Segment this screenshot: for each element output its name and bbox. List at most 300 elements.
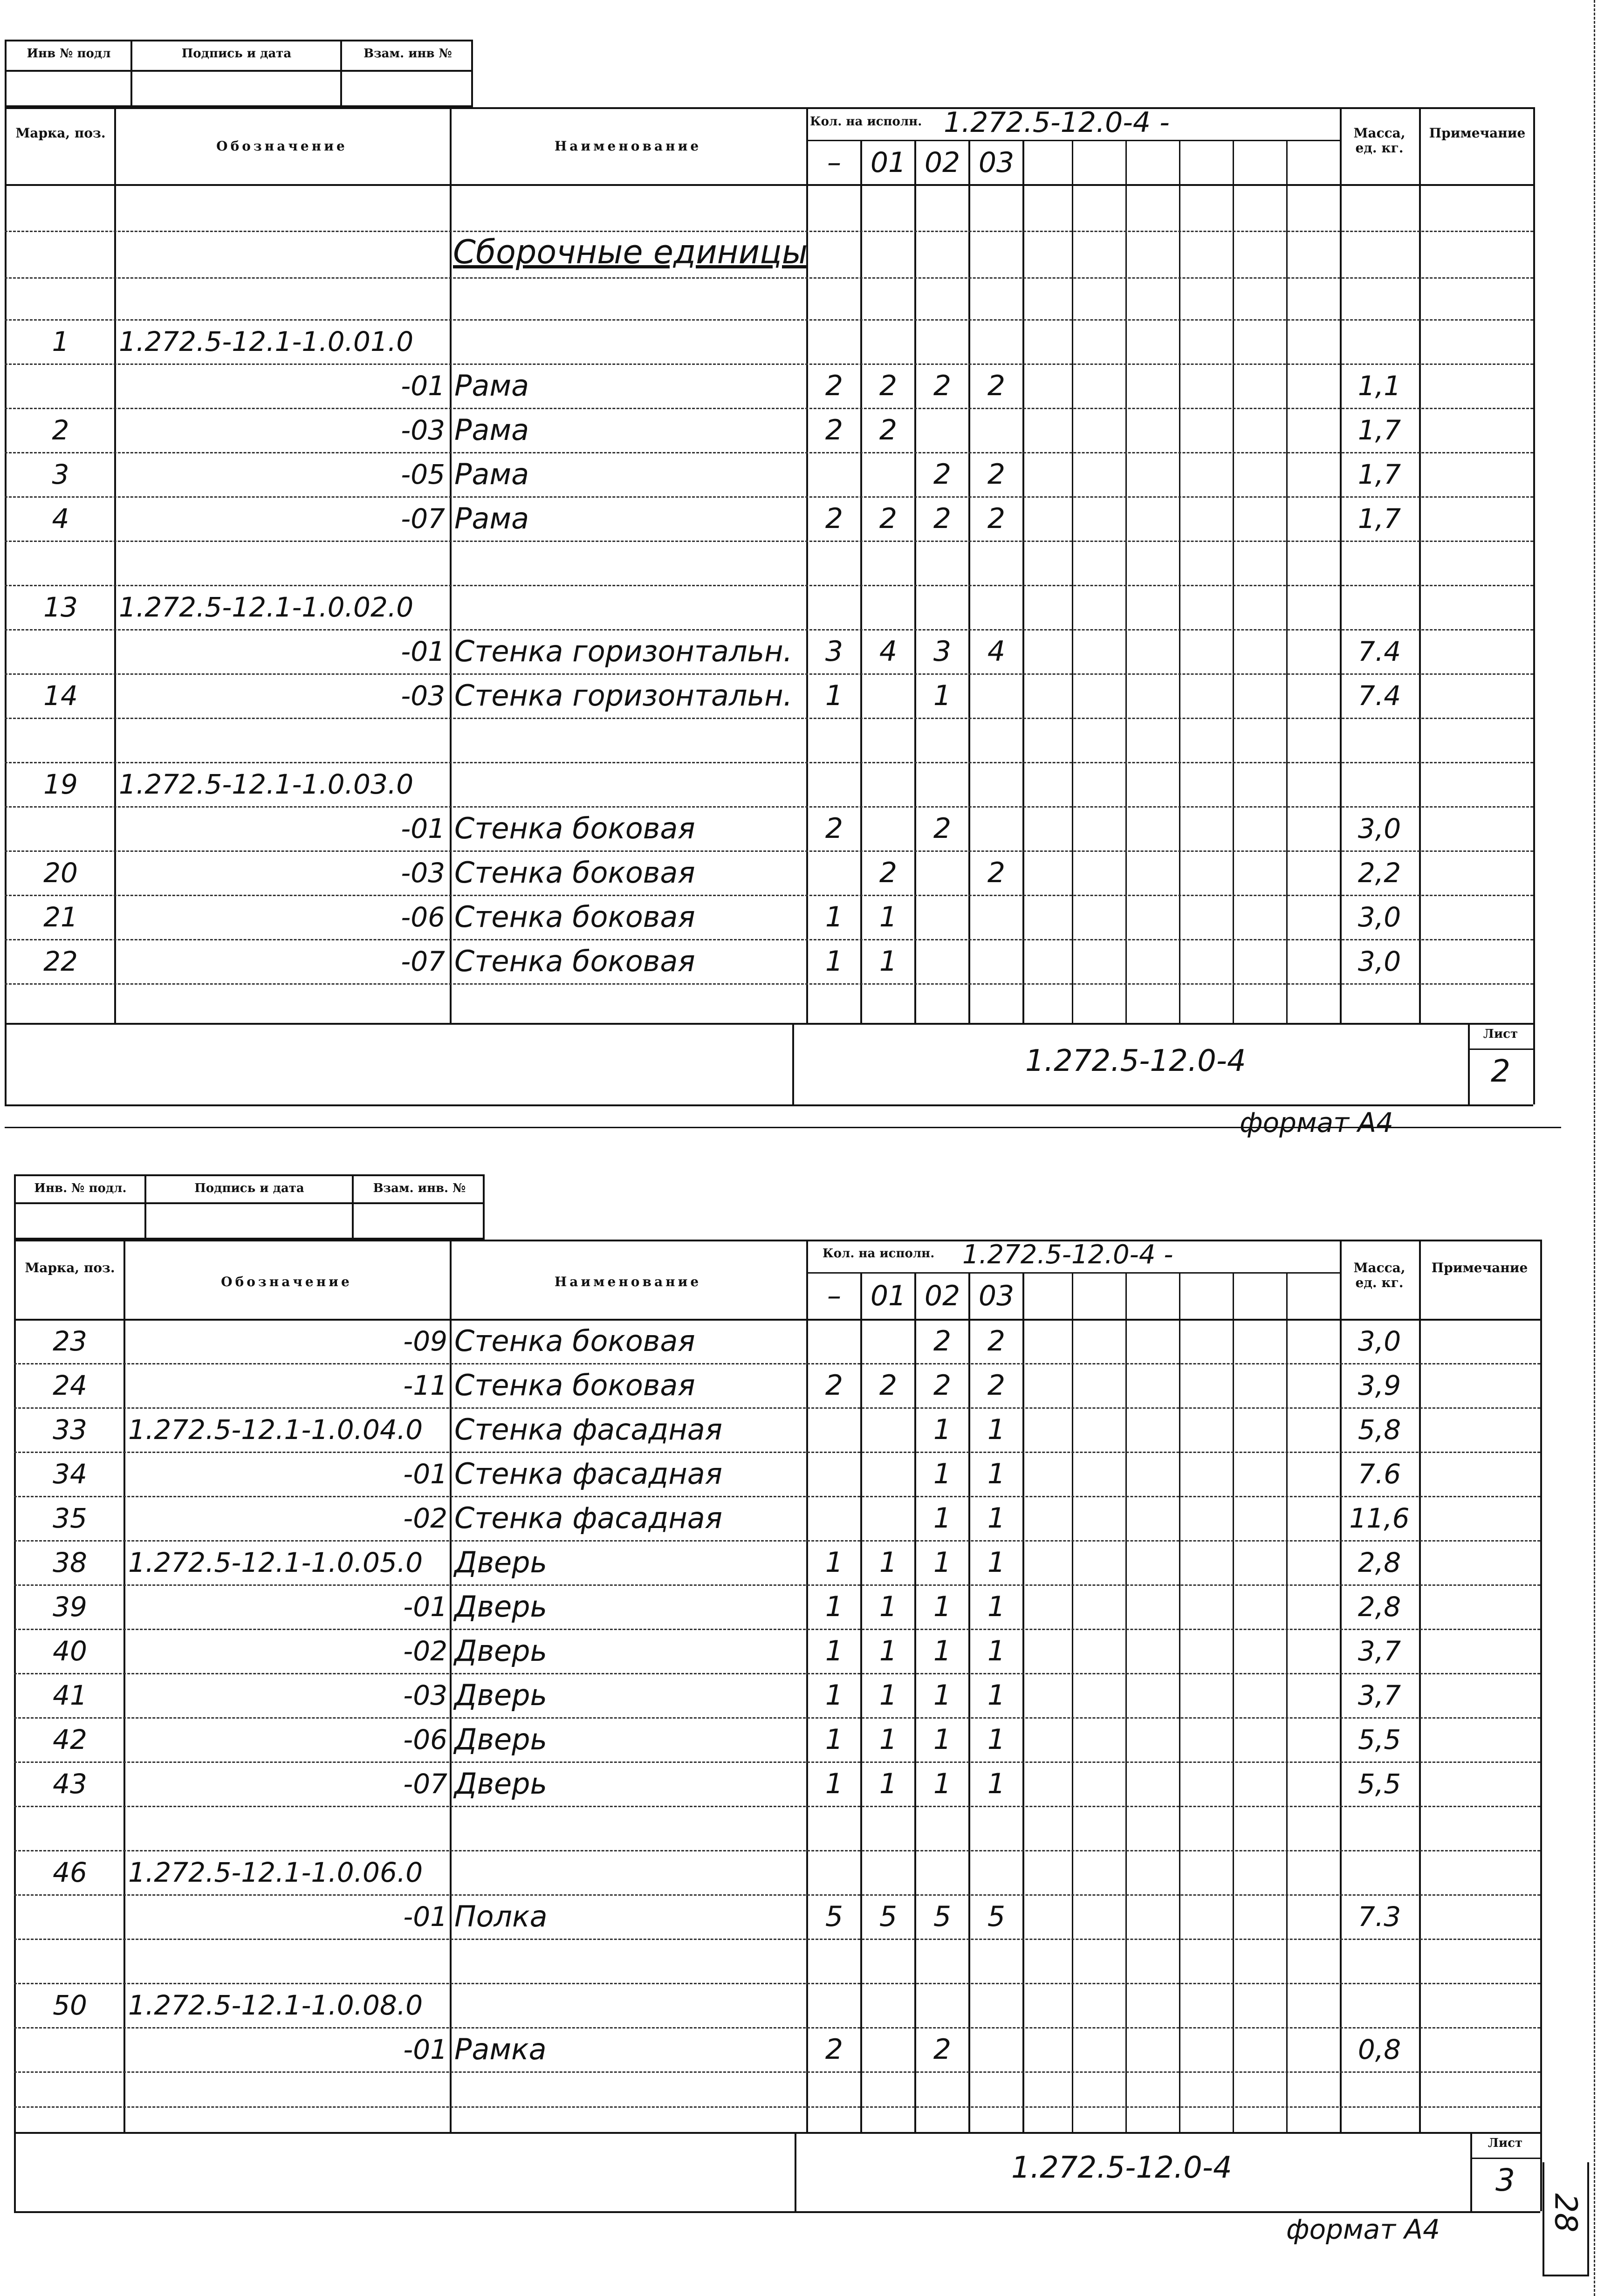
row-mark: 23 (53, 1325, 87, 1357)
row-qty (808, 542, 860, 583)
header-designation: Обозначение (221, 1274, 352, 1289)
row-qty: 1 (879, 1634, 898, 1667)
qty-col-header: 01 (870, 146, 906, 179)
format-label: формат А4 (1240, 1107, 1393, 1138)
header-note: Примечание (1431, 1260, 1528, 1275)
row-designation: -09 (403, 1325, 447, 1357)
row-qty: 1 (879, 945, 898, 978)
row-qty: 2 (987, 369, 1006, 402)
row-qty: 1 (987, 1546, 1006, 1579)
row-name: Стенка боковая (454, 900, 695, 934)
row-designation: -11 (403, 1369, 447, 1401)
row-mass: 3,0 (1357, 1325, 1401, 1357)
row-mark: 39 (53, 1590, 87, 1623)
row-qty: 1 (987, 1457, 1006, 1490)
row-name: Стенка боковая (454, 1324, 695, 1358)
row-qty (862, 2118, 914, 2158)
row-qty (970, 587, 1022, 627)
row-qty (970, 2073, 1022, 2114)
row-qty: 1 (987, 1723, 1006, 1756)
row-qty (916, 587, 968, 627)
row-mass: 3,7 (1357, 1679, 1401, 1711)
row-name: Рама (454, 369, 529, 403)
row-name: Стенка боковая (454, 856, 695, 890)
row-qty (862, 1808, 914, 1848)
row-designation: -03 (403, 1679, 447, 1711)
doc-code: 1.272.5-12.0-4 (1011, 2151, 1232, 2185)
row-mark: 43 (53, 1768, 87, 1800)
row-mark: 14 (43, 679, 78, 712)
row-mark: 35 (53, 1502, 87, 1534)
row-mass (1342, 321, 1417, 362)
row-qty: 5 (825, 1900, 843, 1933)
row-name: Стенка боковая (454, 811, 695, 845)
row-mass (1342, 764, 1417, 804)
stamp-replace-label: Взам. инв № (363, 47, 452, 61)
row-designation: -01 (401, 635, 445, 667)
row-mass: 1,7 (1357, 458, 1401, 490)
stamp-sign-label: Подпись и дата (181, 47, 292, 61)
row-qty (862, 675, 914, 716)
row-mass: 3,7 (1357, 1635, 1401, 1667)
row-name (454, 1940, 804, 1981)
row-qty: 1 (933, 1546, 952, 1579)
row-qty (808, 321, 860, 362)
row-qty (916, 1808, 968, 1848)
row-qty: 1 (933, 1634, 952, 1667)
row-mass (1342, 1852, 1417, 1892)
row-qty (916, 764, 968, 804)
row-qty: 1 (825, 1590, 843, 1623)
row-qty: 2 (879, 856, 898, 889)
row-qty: 2 (987, 856, 1006, 889)
row-mark: 19 (43, 768, 78, 800)
row-mark: 34 (53, 1458, 87, 1490)
row-mass: 2,8 (1357, 1546, 1401, 1578)
row-mark: 33 (53, 1413, 87, 1446)
row-qty (916, 410, 968, 450)
row-qty (808, 2073, 860, 2114)
row-qty: 2 (933, 2033, 952, 2066)
row-qty: 4 (879, 635, 898, 668)
row-qty (970, 897, 1022, 937)
row-qty (970, 675, 1022, 716)
row-mark: 20 (43, 857, 78, 889)
row-qty (970, 2029, 1022, 2070)
row-qty: 1 (933, 1413, 952, 1446)
row-qty: 2 (879, 413, 898, 446)
row-name: Рамка (454, 2032, 547, 2066)
row-qty (970, 410, 1022, 450)
row-qty (916, 941, 968, 981)
row-mark (19, 2029, 121, 2070)
row-mark: 38 (53, 1546, 87, 1578)
row-designation: -01 (403, 2033, 447, 2065)
row-mark (9, 720, 112, 760)
row-designation: -01 (403, 1900, 447, 1933)
row-designation (119, 542, 445, 583)
row-name: Дверь (454, 1767, 548, 1801)
row-qty: 2 (825, 369, 843, 402)
format-label: формат А4 (1286, 2214, 1440, 2245)
row-qty: 5 (933, 1900, 952, 1933)
row-mass: 7.6 (1357, 1458, 1401, 1490)
row-mass: 5,5 (1357, 1723, 1401, 1755)
row-qty (808, 2118, 860, 2158)
row-name: Стенка боковая (454, 944, 695, 978)
row-mark: 46 (53, 1856, 87, 1888)
row-qty: 1 (987, 1679, 1006, 1712)
row-mass (1342, 1808, 1417, 1848)
row-name: Дверь (454, 1545, 548, 1579)
row-qty: 2 (987, 502, 1006, 535)
row-qty: 1 (879, 1546, 898, 1579)
row-qty (808, 454, 860, 494)
row-qty: 1 (879, 1767, 898, 1800)
row-qty (970, 720, 1022, 760)
scan-edge (1594, 0, 1595, 2296)
row-mark (19, 1940, 121, 1981)
qty-col-header: 03 (978, 146, 1015, 179)
sheet-3 (0, 1165, 1618, 2296)
row-qty: 1 (933, 1723, 952, 1756)
row-designation (128, 2073, 447, 2114)
row-qty: 2 (987, 1324, 1006, 1357)
row-name: Стенка горизонтальн. (454, 679, 793, 713)
row-designation: -05 (401, 458, 445, 490)
row-qty (970, 542, 1022, 583)
row-designation: -07 (403, 1768, 447, 1800)
row-qty (916, 1985, 968, 2025)
row-designation: 1.272.5-12.1-1.0.01.0 (119, 325, 414, 357)
row-qty (970, 1852, 1022, 1892)
row-name (454, 2118, 804, 2158)
row-name: Стенка горизонтальн. (454, 634, 793, 668)
header-mark: Марка, поз. (25, 1260, 115, 1275)
row-qty: 1 (933, 1679, 952, 1712)
header-qty-caption: Кол. на исполн. (823, 1247, 935, 1261)
row-designation (119, 720, 445, 760)
row-qty: 2 (825, 2033, 843, 2066)
row-qty: 1 (933, 1767, 952, 1800)
row-name (454, 1985, 804, 2025)
row-designation: -03 (401, 679, 445, 712)
stamp-inv-label: Инв № подл (27, 47, 111, 61)
row-qty (862, 587, 914, 627)
row-name: Стенка фасадная (454, 1412, 723, 1446)
sheet-label: Лист (1483, 1027, 1518, 1041)
row-qty: 1 (987, 1413, 1006, 1446)
sheet-number: 2 (1491, 1053, 1510, 1089)
row-designation: -02 (403, 1502, 447, 1534)
row-designation: -01 (403, 1590, 447, 1623)
row-qty: 1 (987, 1590, 1006, 1623)
row-name (454, 2073, 804, 2114)
row-mark: 42 (53, 1723, 87, 1755)
row-qty: 2 (825, 413, 843, 446)
row-designation: -07 (401, 502, 445, 535)
row-qty (862, 542, 914, 583)
qty-col-header: 03 (978, 1280, 1015, 1312)
row-qty (916, 720, 968, 760)
row-qty: 3 (933, 635, 952, 668)
row-qty (862, 808, 914, 849)
row-mass: 1,7 (1357, 414, 1401, 446)
row-qty: 1 (825, 679, 843, 712)
row-mass: 2,2 (1357, 857, 1401, 889)
row-mark (9, 631, 112, 672)
row-name: Рама (454, 457, 529, 491)
header-note: Примечание (1429, 125, 1526, 141)
row-name (454, 1852, 804, 1892)
row-qty: 1 (879, 1590, 898, 1623)
row-qty (862, 764, 914, 804)
row-qty: 1 (825, 945, 843, 978)
row-qty: 1 (825, 900, 843, 933)
row-qty: 2 (933, 458, 952, 491)
row-designation: -03 (401, 414, 445, 446)
row-mass (1342, 720, 1417, 760)
row-mark (9, 365, 112, 406)
row-mass: 3,0 (1357, 812, 1401, 844)
row-mass: 7.4 (1357, 635, 1401, 667)
row-mark: 50 (53, 1989, 87, 2021)
row-qty: 2 (879, 502, 898, 535)
row-designation: -01 (401, 370, 445, 402)
row-name (454, 720, 804, 760)
row-name: Стенка боковая (454, 1368, 695, 1402)
row-name: Дверь (454, 1678, 548, 1712)
row-designation (128, 2118, 447, 2158)
spec-table-body (0, 1165, 1618, 2296)
qty-col-header: 02 (924, 146, 960, 179)
row-qty: 2 (933, 1324, 952, 1357)
row-qty: 2 (879, 1369, 898, 1402)
row-qty: 1 (987, 1501, 1006, 1535)
row-qty (970, 1985, 1022, 2025)
section-title: Сборочные единицы (453, 233, 808, 271)
row-designation: 1.272.5-12.1-1.0.02.0 (119, 591, 414, 623)
row-designation: -01 (401, 812, 445, 844)
row-designation: 1.272.5-12.1-1.0.03.0 (119, 768, 414, 800)
row-name (454, 1808, 804, 1848)
row-qty (862, 1498, 914, 1538)
row-qty: 1 (825, 1723, 843, 1756)
row-qty (808, 1409, 860, 1450)
row-qty (862, 2029, 914, 2070)
row-mark: 1 (52, 325, 69, 357)
row-qty (808, 1808, 860, 1848)
row-mark (19, 1808, 121, 1848)
qty-col-header: 02 (924, 1280, 960, 1312)
row-mark (19, 1896, 121, 1937)
row-designation: 1.272.5-12.1-1.0.05.0 (128, 1546, 423, 1578)
row-qty: 3 (825, 635, 843, 668)
row-qty: 2 (933, 812, 952, 845)
row-mark: 21 (43, 901, 78, 933)
row-qty (808, 764, 860, 804)
row-mass: 5,5 (1357, 1768, 1401, 1800)
row-qty (970, 941, 1022, 981)
row-qty (916, 1852, 968, 1892)
row-qty (916, 542, 968, 583)
row-name: Рама (454, 413, 529, 447)
row-designation: 1.272.5-12.1-1.0.04.0 (128, 1413, 423, 1446)
row-name: Полка (454, 1899, 548, 1933)
row-mass: 3,9 (1357, 1369, 1401, 1401)
row-qty (862, 1409, 914, 1450)
row-qty: 1 (879, 1723, 898, 1756)
row-qty: 1 (879, 900, 898, 933)
row-qty (970, 1940, 1022, 1981)
row-mass (1342, 2073, 1417, 2114)
row-mark: 13 (43, 591, 78, 623)
row-name (454, 587, 804, 627)
row-designation: 1.272.5-12.1-1.0.06.0 (128, 1856, 423, 1888)
row-qty (916, 2118, 968, 2158)
row-mass: 0,8 (1357, 2033, 1401, 2065)
row-mark: 41 (53, 1679, 87, 1711)
qty-col-header: – (827, 146, 841, 179)
row-qty (808, 1453, 860, 1494)
row-mark: 40 (53, 1635, 87, 1667)
sheet-label: Лист (1488, 2136, 1523, 2150)
row-name: Стенка фасадная (454, 1457, 723, 1491)
row-qty: 2 (825, 1369, 843, 1402)
doc-code: 1.272.5-12.0-4 (1025, 1044, 1246, 1078)
row-qty (916, 852, 968, 893)
header-qty-code: 1.272.5-12.0-4 - (944, 106, 1170, 139)
row-mass: 7.4 (1357, 679, 1401, 712)
row-qty: 2 (825, 502, 843, 535)
row-mass (1342, 587, 1417, 627)
row-mark (19, 2073, 121, 2114)
row-qty (970, 1808, 1022, 1848)
header-qty-caption: Кол. на исполн. (810, 115, 922, 129)
row-qty: 4 (987, 635, 1006, 668)
row-mass: 1,7 (1357, 502, 1401, 535)
row-name (454, 321, 804, 362)
row-qty: 2 (987, 1369, 1006, 1402)
row-qty: 1 (933, 1457, 952, 1490)
row-qty (808, 852, 860, 893)
row-qty (916, 321, 968, 362)
row-designation: 1.272.5-12.1-1.0.08.0 (128, 1989, 423, 2021)
row-qty: 1 (825, 1546, 843, 1579)
row-qty (808, 587, 860, 627)
row-mark: 2 (52, 414, 69, 446)
row-mass: 7.3 (1357, 1900, 1401, 1933)
row-designation: -06 (403, 1723, 447, 1755)
row-qty (862, 321, 914, 362)
row-qty (862, 1453, 914, 1494)
row-mass: 1,1 (1357, 370, 1401, 402)
row-mark: 3 (52, 458, 69, 490)
row-name: Дверь (454, 1590, 548, 1624)
stamp-inv-label: Инв. № подл. (34, 1181, 127, 1195)
row-designation: -03 (401, 857, 445, 889)
qty-col-header: – (827, 1280, 841, 1312)
row-qty (916, 897, 968, 937)
row-qty (862, 454, 914, 494)
row-qty (808, 1321, 860, 1361)
header-mark: Марка, поз. (15, 125, 106, 141)
row-qty: 1 (825, 1679, 843, 1712)
row-designation: -06 (401, 901, 445, 933)
row-qty: 2 (933, 1369, 952, 1402)
header-name: Наименование (554, 1274, 702, 1289)
row-name: Рама (454, 501, 529, 535)
row-qty: 2 (987, 458, 1006, 491)
sheet-2 (0, 0, 1618, 1146)
row-mass: 3,0 (1357, 945, 1401, 977)
header-mass: Масса, ед. кг. (1353, 1260, 1405, 1291)
row-qty (970, 808, 1022, 849)
row-designation (128, 1808, 447, 1848)
row-qty: 5 (987, 1900, 1006, 1933)
row-mark: 4 (52, 502, 69, 535)
row-qty: 1 (987, 1767, 1006, 1800)
row-qty (808, 1940, 860, 1981)
header-qty-code: 1.272.5-12.0-4 - (962, 1240, 1173, 1270)
row-qty: 1 (987, 1634, 1006, 1667)
row-mark (19, 2118, 121, 2158)
row-name (454, 764, 804, 804)
stamp-replace-label: Взам. инв. № (373, 1181, 466, 1195)
spec-table-body (0, 0, 1618, 1146)
row-mass: 3,0 (1357, 901, 1401, 933)
row-mark: 22 (43, 945, 78, 977)
row-mass: 2,8 (1357, 1590, 1401, 1623)
row-qty: 2 (933, 369, 952, 402)
row-name (454, 542, 804, 583)
row-qty (862, 1985, 914, 2025)
row-name: Дверь (454, 1634, 548, 1668)
row-qty: 2 (825, 812, 843, 845)
row-qty: 1 (879, 1679, 898, 1712)
row-qty (862, 720, 914, 760)
sheet-number: 3 (1495, 2162, 1515, 2198)
stamp-sign-label: Подпись и дата (194, 1181, 304, 1195)
row-qty (862, 1321, 914, 1361)
row-mark: 24 (53, 1369, 87, 1401)
row-qty (862, 1940, 914, 1981)
row-mass: 11,6 (1349, 1502, 1410, 1534)
row-qty: 1 (933, 679, 952, 712)
row-designation: -07 (401, 945, 445, 977)
row-qty: 1 (825, 1634, 843, 1667)
row-qty (916, 2073, 968, 2114)
row-qty: 2 (879, 369, 898, 402)
row-designation: -02 (403, 1635, 447, 1667)
row-designation: -01 (403, 1458, 447, 1490)
header-name: Наименование (554, 138, 702, 154)
row-mass (1342, 542, 1417, 583)
row-name: Дверь (454, 1722, 548, 1756)
row-mark (9, 808, 112, 849)
row-qty: 1 (825, 1767, 843, 1800)
row-qty: 2 (933, 502, 952, 535)
row-qty: 1 (933, 1501, 952, 1535)
row-qty (970, 321, 1022, 362)
header-mass: Масса, ед. кг. (1353, 125, 1405, 156)
row-mass (1342, 1940, 1417, 1981)
row-qty (808, 1498, 860, 1538)
row-mass: 5,8 (1357, 1413, 1401, 1446)
row-qty: 5 (879, 1900, 898, 1933)
row-name: Стенка фасадная (454, 1501, 723, 1535)
row-mass (1342, 2118, 1417, 2158)
